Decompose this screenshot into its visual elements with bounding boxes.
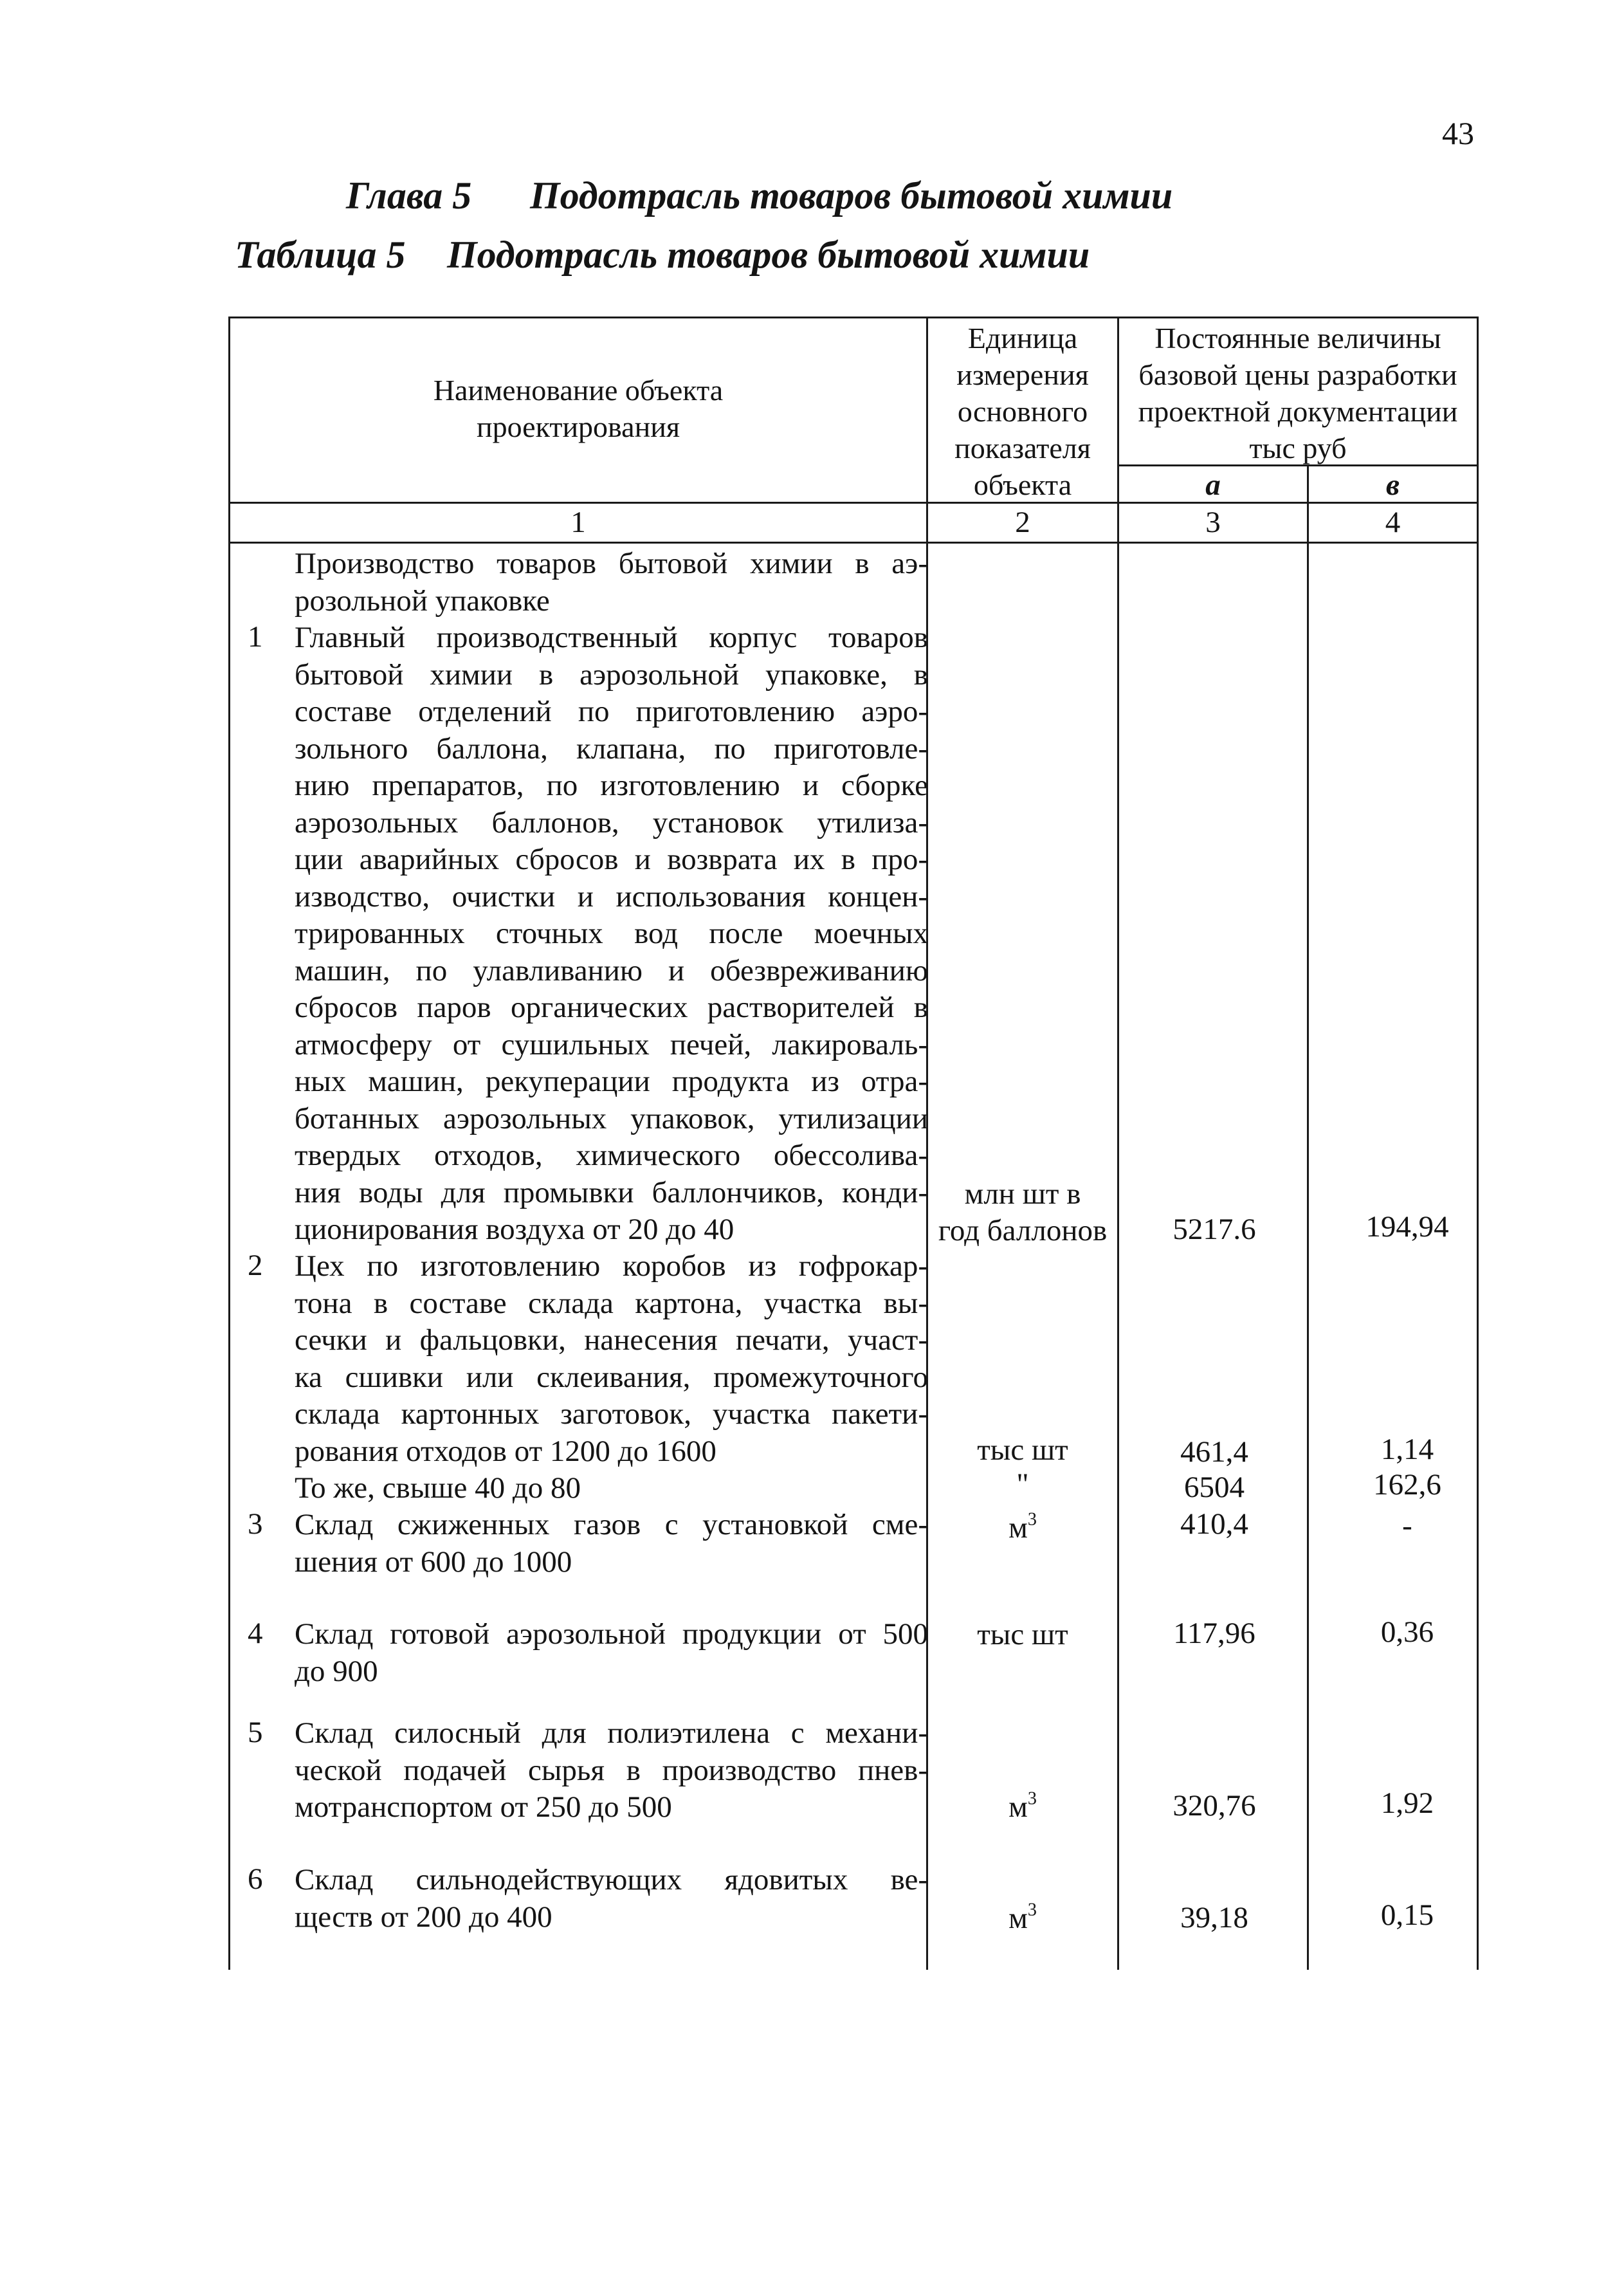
section-title: Производство товаров бытовой химии в аэ- розольной упаковке xyxy=(295,547,928,618)
row-3-number: 3 xyxy=(248,1507,263,1541)
row-4-value-a: 117,96 xyxy=(1173,1617,1255,1650)
header-constants: Постоянные величины базовой цены разработки проектной документации тыс руб xyxy=(1138,322,1458,464)
row-1-value-b: 194,94 xyxy=(1365,1210,1449,1244)
divider-number-row-bottom xyxy=(228,542,1479,544)
table-caption xyxy=(235,233,1090,277)
column-number-3: 3 xyxy=(1205,506,1221,539)
row-5-value-a: 320,76 xyxy=(1172,1789,1256,1822)
table-right-border xyxy=(1477,543,1479,1970)
row-1-number: 1 xyxy=(248,620,263,654)
header-col-a: а xyxy=(1205,468,1221,502)
table-label: Таблица 5 xyxy=(235,234,406,276)
row-2b-unit: " xyxy=(1016,1467,1029,1501)
row-3-value-b: - xyxy=(1402,1509,1412,1543)
row-2-number: 2 xyxy=(248,1249,263,1282)
chapter-heading xyxy=(346,174,1172,218)
row-4-name: Склад готовой аэрозольной продукции от 500 до 900 xyxy=(295,1617,928,1688)
row-2-name: Цех по изготовлению коробов из гофрокар- тона в составе склада картона, участка вы- сечки и фальцовки, нанесения печати, участ- ка сшивки или склеивания, промежуточного склада картонных заготовок, участка пакети- рования отходов от 1200 до 1600 xyxy=(295,1249,928,1468)
column-number-1: 1 xyxy=(570,506,586,539)
row-3-unit: $м^3$ xyxy=(1008,1509,1037,1545)
row-2b-value-b: 162,6 xyxy=(1373,1468,1441,1501)
header-unit: Единица измерения основного показателя объекта xyxy=(954,322,1091,501)
table-top-border xyxy=(228,317,1479,318)
row-2b-value-a: 6504 xyxy=(1184,1471,1245,1504)
row-4-number: 4 xyxy=(248,1617,263,1650)
row-5-unit: $м^3$ xyxy=(1008,1788,1037,1824)
row-5-name: Склад силосный для полиэтилена с механи- ческой подачей сырья в производство пнев- мотранспортом от 250 до 500 xyxy=(295,1716,928,1824)
row-2b-name: То же, свыше 40 до 80 xyxy=(295,1471,581,1505)
row-5-number: 5 xyxy=(248,1716,263,1749)
row-5-value-b: 1,92 xyxy=(1380,1786,1434,1820)
chapter-title: Подотрасль товаров бытовой химии xyxy=(530,174,1173,217)
table-title: Подотрасль товаров бытовой химии xyxy=(447,234,1090,276)
row-6-number: 6 xyxy=(248,1862,263,1896)
row-1-unit: млн шт в год баллонов xyxy=(938,1177,1108,1247)
row-1-name: Главный производственный корпус товаров бытовой химии в аэрозольной упаковке, в составе отделений по приготовлению аэро- зольного баллона, клапана, по приготовле- нию препаратов, по изготовлению и сборке аэрозольных баллонов, установок утилиза- ции аварийных сбросов и возврата их в про- изводство, очистки и использования концен- трированных сточных вод после моечных машин, по улавливанию и обезвреживанию сбросов паров органических растворителей в атмосферу от сушильных печей, лакироваль- ных машин, рекуперации продукта из отра- ботанных аэрозольных упаковок, утилизации твердых отходов, химического обессолива- ния воды для промывки баллончиков, конди- ционирования воздуха от 20 до 40 xyxy=(295,621,928,1246)
row-6-value-b: 0,15 xyxy=(1380,1898,1434,1932)
row-2-value-a: 461,4 xyxy=(1180,1435,1248,1469)
row-6-name: Склад сильнодействующих ядовитых ве- ществ от 200 до 400 xyxy=(295,1863,928,1934)
row-3-value-a: 410,4 xyxy=(1180,1507,1248,1541)
row-2-value-b: 1,14 xyxy=(1380,1433,1434,1466)
page-number: 43 xyxy=(1442,115,1474,151)
header-col-b: в xyxy=(1386,468,1400,502)
row-1-value-a: 5217.6 xyxy=(1172,1213,1256,1246)
row-6-unit: $м^3$ xyxy=(1008,1900,1037,1935)
row-4-value-b: 0,36 xyxy=(1380,1615,1434,1649)
row-2-unit: тыс шт xyxy=(977,1433,1068,1467)
divider-col-unit xyxy=(1117,317,1119,1970)
row-4-unit: тыс шт xyxy=(977,1618,1068,1651)
row-6-value-a: 39,18 xyxy=(1180,1901,1248,1934)
column-number-2: 2 xyxy=(1015,506,1030,539)
table-left-border xyxy=(228,317,230,1970)
chapter-label: Глава 5 xyxy=(346,174,472,217)
column-number-4: 4 xyxy=(1385,506,1401,539)
table-right-border-header xyxy=(1477,317,1479,543)
header-name: Наименование объекта проектирования xyxy=(433,374,724,443)
row-3-name: Склад сжиженных газов с установкой сме- шения от 600 до 1000 xyxy=(295,1508,928,1579)
